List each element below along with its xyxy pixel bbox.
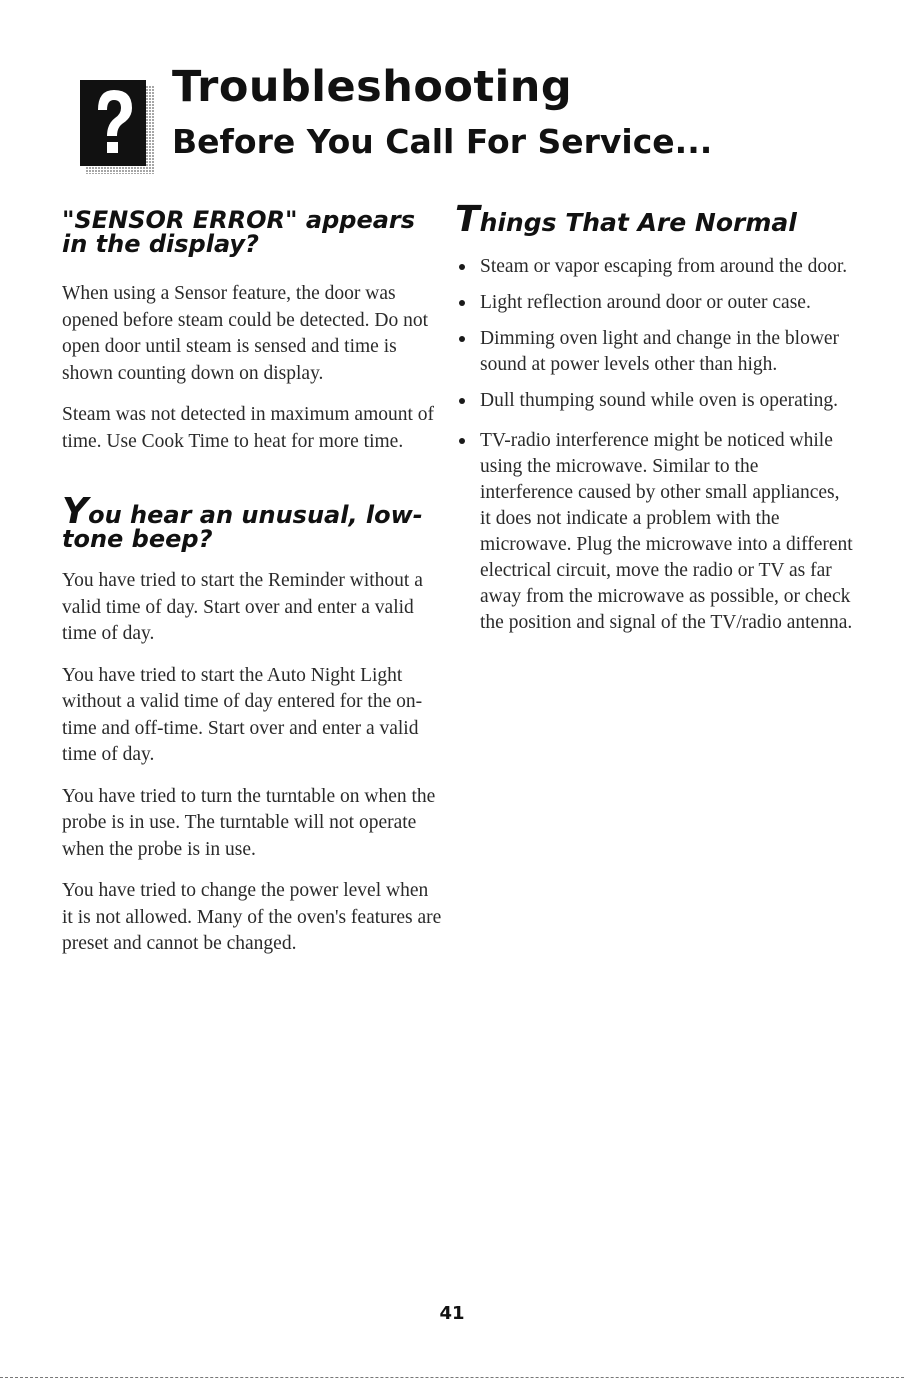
list-item: Dull thumping sound while oven is operating.: [455, 388, 855, 414]
paragraph: When using a Sensor feature, the door was opened before steam could be detected. Do not open door until steam is sensed and time is shown counting down on display.: [62, 283, 429, 384]
paragraph: You have tried to turn the turntable on when the probe is in use. The turntable will not operate when the probe is in use.: [62, 785, 436, 860]
list-item: TV-radio interference might be noticed while using the microwave. Similar to the interference caused by other small appliances, it does not indicate a problem with the microwave. Plug the microwave into a different electrical circuit, move the radio or TV as far away from the microwave as possible, or check the position and signal of the TV/radio antenna.: [455, 428, 855, 636]
heading-text: ou hear an unusual, low-tone beep?: [62, 501, 423, 553]
right-column: [455, 199, 855, 636]
left-column: [62, 208, 442, 958]
page-subtitle: Before You Call For Service...: [172, 122, 713, 161]
section-heading: [62, 491, 442, 553]
heading-dropcap: T: [455, 199, 480, 240]
heading-dropcap: Y: [62, 491, 89, 532]
page-title: Troubleshooting: [172, 62, 573, 112]
section-sensor-error: [62, 208, 442, 455]
paragraph: You have tried to change the power level when it is not allowed. Many of the oven's features are preset and cannot be changed.: [62, 880, 442, 954]
section-unusual-beep: [62, 491, 442, 958]
paragraph: You have tried to start the Auto Night Light without a valid time of day entered for the on-time and off-time. Start over and enter a valid time of day.: [62, 664, 423, 765]
section-heading-things-normal: [455, 199, 855, 240]
paragraph: You have tried to start the Reminder without a valid time of day. Start over and enter a valid time of day.: [62, 570, 423, 644]
bottom-divider: [0, 1377, 904, 1378]
list-item: Light reflection around door or outer case.: [455, 290, 855, 316]
page-number: 41: [439, 1303, 465, 1324]
list-item: Steam or vapor escaping from around the door.: [455, 254, 855, 280]
heading-text: hings That Are Normal: [479, 208, 797, 237]
paragraph: Steam was not detected in maximum amount of time. Use Cook Time to heat for more time.: [62, 404, 435, 452]
question-mark-icon: [80, 80, 154, 174]
list-item: Dimming oven light and change in the blower sound at power levels other than high.: [455, 326, 855, 378]
section-heading: "SENSOR ERROR" appears in the display?: [62, 206, 416, 258]
normal-list: [455, 254, 855, 636]
